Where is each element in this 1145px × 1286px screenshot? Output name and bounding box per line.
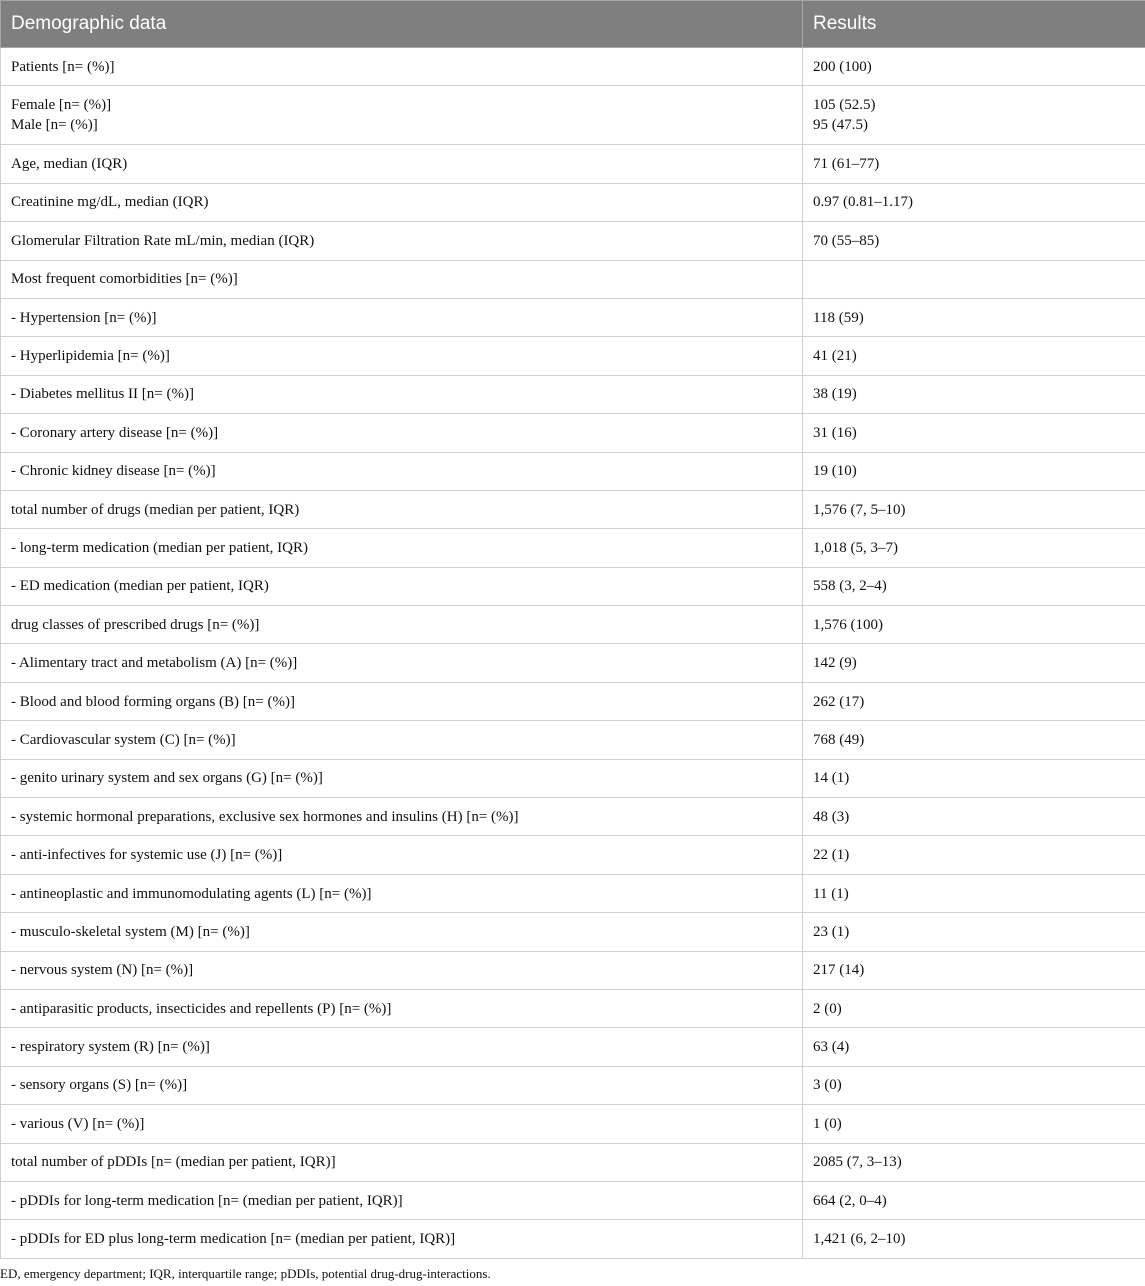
table-row — [1, 567, 1145, 605]
row-label: total number of drugs (median per patient, IQR) — [11, 501, 300, 518]
row-value: 664 (2, 0–4) — [813, 1192, 887, 1209]
row-value-cell — [803, 452, 1145, 490]
row-value-cell — [803, 836, 1145, 874]
row-value-cell — [803, 86, 1145, 145]
row-label: drug classes of prescribed drugs [n= (%)] — [11, 616, 260, 633]
row-label: - Hypertension [n= (%)] — [11, 309, 157, 326]
row-value-cell — [803, 1066, 1145, 1104]
table-row — [1, 48, 1145, 86]
table-row — [1, 989, 1145, 1027]
row-value: 0.97 (0.81–1.17) — [813, 194, 913, 211]
row-label: - pDDIs for long-term medication [n= (median per patient, IQR)] — [11, 1192, 403, 1209]
row-value-cell — [803, 490, 1145, 528]
row-value-cell — [803, 721, 1145, 759]
row-label-cell — [1, 759, 803, 797]
row-value-cell — [803, 759, 1145, 797]
column-header-results: Results — [803, 1, 1145, 48]
row-value: 105 (52.5) — [813, 97, 876, 114]
row-value-cell — [803, 145, 1145, 183]
row-value: 2085 (7, 3–13) — [813, 1154, 902, 1171]
row-label-cell — [1, 1220, 803, 1258]
row-value: 38 (19) — [813, 386, 857, 403]
row-value: 1,421 (6, 2–10) — [813, 1231, 906, 1248]
row-label-cell — [1, 606, 803, 644]
row-label-cell — [1, 452, 803, 490]
row-label: - Hyperlipidemia [n= (%)] — [11, 348, 170, 365]
table-row — [1, 222, 1145, 260]
table-row — [1, 529, 1145, 567]
row-value-cell — [803, 337, 1145, 375]
row-value: 1 (0) — [813, 1115, 842, 1132]
column-header-demographic-data: Demographic data — [1, 1, 803, 48]
row-label-cell — [1, 298, 803, 336]
row-value-cell — [803, 798, 1145, 836]
row-value-cell — [803, 529, 1145, 567]
row-label: - Alimentary tract and metabolism (A) [n= (%)] — [11, 655, 298, 672]
row-label-cell — [1, 1105, 803, 1143]
row-value: 70 (55–85) — [813, 232, 880, 249]
row-label-cell — [1, 414, 803, 452]
row-value-cell — [803, 1105, 1145, 1143]
table-row — [1, 606, 1145, 644]
row-value-cell — [803, 414, 1145, 452]
row-label: Female [n= (%)] — [11, 97, 112, 114]
table-row — [1, 1220, 1145, 1258]
row-value-cell — [803, 606, 1145, 644]
table-header-row — [1, 1, 1145, 48]
row-value: 23 (1) — [813, 923, 850, 940]
row-label: - respiratory system (R) [n= (%)] — [11, 1039, 210, 1056]
row-value: 200 (100) — [813, 58, 872, 75]
row-value-cell — [803, 222, 1145, 260]
row-value: 142 (9) — [813, 655, 857, 672]
row-label: - systemic hormonal preparations, exclusive sex hormones and insulins (H) [n= (%)] — [11, 808, 519, 825]
row-value-cell — [803, 298, 1145, 336]
row-value-secondary: 95 (47.5) — [813, 117, 868, 134]
row-value: 48 (3) — [813, 808, 850, 825]
row-value: 768 (49) — [813, 731, 865, 748]
table-row — [1, 145, 1145, 183]
row-value: 262 (17) — [813, 693, 865, 710]
row-label-cell — [1, 913, 803, 951]
table-row — [1, 874, 1145, 912]
table-row — [1, 452, 1145, 490]
row-label: total number of pDDIs [n= (median per patient, IQR)] — [11, 1154, 336, 1171]
row-value-cell — [803, 951, 1145, 989]
row-value-cell — [803, 567, 1145, 605]
table-row — [1, 1143, 1145, 1181]
row-value: 11 (1) — [813, 885, 849, 902]
row-label-secondary: Male [n= (%)] — [11, 117, 98, 134]
row-label: Most frequent comorbidities [n= (%)] — [11, 271, 238, 288]
row-value-cell — [803, 1143, 1145, 1181]
row-label-cell — [1, 836, 803, 874]
row-label-cell — [1, 682, 803, 720]
row-label-cell — [1, 529, 803, 567]
table-row — [1, 260, 1145, 298]
row-value-cell — [803, 183, 1145, 221]
row-label-cell — [1, 989, 803, 1027]
row-label: - Blood and blood forming organs (B) [n= (%)] — [11, 693, 295, 710]
row-value: 558 (3, 2–4) — [813, 578, 887, 595]
row-label-cell — [1, 721, 803, 759]
row-label-cell — [1, 260, 803, 298]
table-row — [1, 86, 1145, 145]
row-label: Age, median (IQR) — [11, 156, 128, 173]
table-row — [1, 913, 1145, 951]
row-value: 14 (1) — [813, 770, 850, 787]
table-row — [1, 836, 1145, 874]
row-label: - pDDIs for ED plus long-term medication [n= (median per patient, IQR)] — [11, 1231, 456, 1248]
table-row — [1, 682, 1145, 720]
row-value: 41 (21) — [813, 348, 857, 365]
row-value: 217 (14) — [813, 962, 865, 979]
row-value-cell — [803, 1181, 1145, 1219]
row-label-cell — [1, 1028, 803, 1066]
row-label-cell — [1, 337, 803, 375]
row-value: 118 (59) — [813, 309, 864, 326]
table-row — [1, 490, 1145, 528]
row-label: - Cardiovascular system (C) [n= (%)] — [11, 731, 236, 748]
table-row — [1, 951, 1145, 989]
table-row — [1, 759, 1145, 797]
row-label: - Coronary artery disease [n= (%)] — [11, 424, 219, 441]
table-body — [1, 48, 1145, 1259]
row-value-cell — [803, 48, 1145, 86]
row-value-cell — [803, 375, 1145, 413]
row-value-cell — [803, 874, 1145, 912]
row-value-cell — [803, 260, 1145, 298]
row-label-cell — [1, 874, 803, 912]
table-row — [1, 1028, 1145, 1066]
row-label-cell — [1, 375, 803, 413]
row-label-cell — [1, 48, 803, 86]
row-label-cell — [1, 1181, 803, 1219]
table-row — [1, 375, 1145, 413]
row-label-cell — [1, 145, 803, 183]
table-row — [1, 183, 1145, 221]
row-label-cell — [1, 1143, 803, 1181]
row-label: - genito urinary system and sex organs (G) [n= (%)] — [11, 770, 323, 787]
table-row — [1, 644, 1145, 682]
row-value: 71 (61–77) — [813, 156, 880, 173]
row-label: - Diabetes mellitus II [n= (%)] — [11, 386, 194, 403]
row-value-cell — [803, 989, 1145, 1027]
row-label: - anti-infectives for systemic use (J) [n= (%)] — [11, 847, 283, 864]
row-label: Glomerular Filtration Rate mL/min, median (IQR) — [11, 232, 315, 249]
table-row — [1, 414, 1145, 452]
row-label: - nervous system (N) [n= (%)] — [11, 962, 194, 979]
table-row — [1, 798, 1145, 836]
row-value-cell — [803, 1028, 1145, 1066]
row-value: 63 (4) — [813, 1039, 850, 1056]
row-value: 2 (0) — [813, 1000, 842, 1017]
row-label-cell — [1, 222, 803, 260]
row-label: - long-term medication (median per patient, IQR) — [11, 539, 308, 556]
row-value-cell — [803, 913, 1145, 951]
row-value: 31 (16) — [813, 424, 857, 441]
row-label: - Chronic kidney disease [n= (%)] — [11, 463, 216, 480]
row-label: - sensory organs (S) [n= (%)] — [11, 1077, 188, 1094]
row-value: 22 (1) — [813, 847, 850, 864]
row-value: 1,576 (100) — [813, 616, 883, 633]
row-value-cell — [803, 1220, 1145, 1258]
row-label: - musculo-skeletal system (M) [n= (%)] — [11, 923, 250, 940]
row-label-cell — [1, 644, 803, 682]
table-row — [1, 1066, 1145, 1104]
row-value: 3 (0) — [813, 1077, 842, 1094]
row-label: Patients [n= (%)] — [11, 58, 115, 75]
row-value: 19 (10) — [813, 463, 857, 480]
table-row — [1, 337, 1145, 375]
row-label: - ED medication (median per patient, IQR) — [11, 578, 269, 595]
row-label: Creatinine mg/dL, median (IQR) — [11, 194, 209, 211]
row-value: 1,576 (7, 5–10) — [813, 501, 906, 518]
row-value-cell — [803, 682, 1145, 720]
row-label-cell — [1, 798, 803, 836]
table-row — [1, 1181, 1145, 1219]
table-row — [1, 721, 1145, 759]
row-label: - antiparasitic products, insecticides and repellents (P) [n= (%)] — [11, 1000, 392, 1017]
row-label-cell — [1, 86, 803, 145]
row-label-cell — [1, 183, 803, 221]
table-row — [1, 298, 1145, 336]
row-label-cell — [1, 1066, 803, 1104]
row-label: - various (V) [n= (%)] — [11, 1115, 145, 1132]
row-value-cell — [803, 644, 1145, 682]
table-row — [1, 1105, 1145, 1143]
row-label-cell — [1, 951, 803, 989]
row-label-cell — [1, 567, 803, 605]
row-label: - antineoplastic and immunomodulating agents (L) [n= (%)] — [11, 885, 372, 902]
table-footnote: ED, emergency department; IQR, interquartile range; pDDIs, potential drug-drug-interactions. — [0, 1266, 491, 1281]
row-value: 1,018 (5, 3–7) — [813, 539, 898, 556]
row-label-cell — [1, 490, 803, 528]
